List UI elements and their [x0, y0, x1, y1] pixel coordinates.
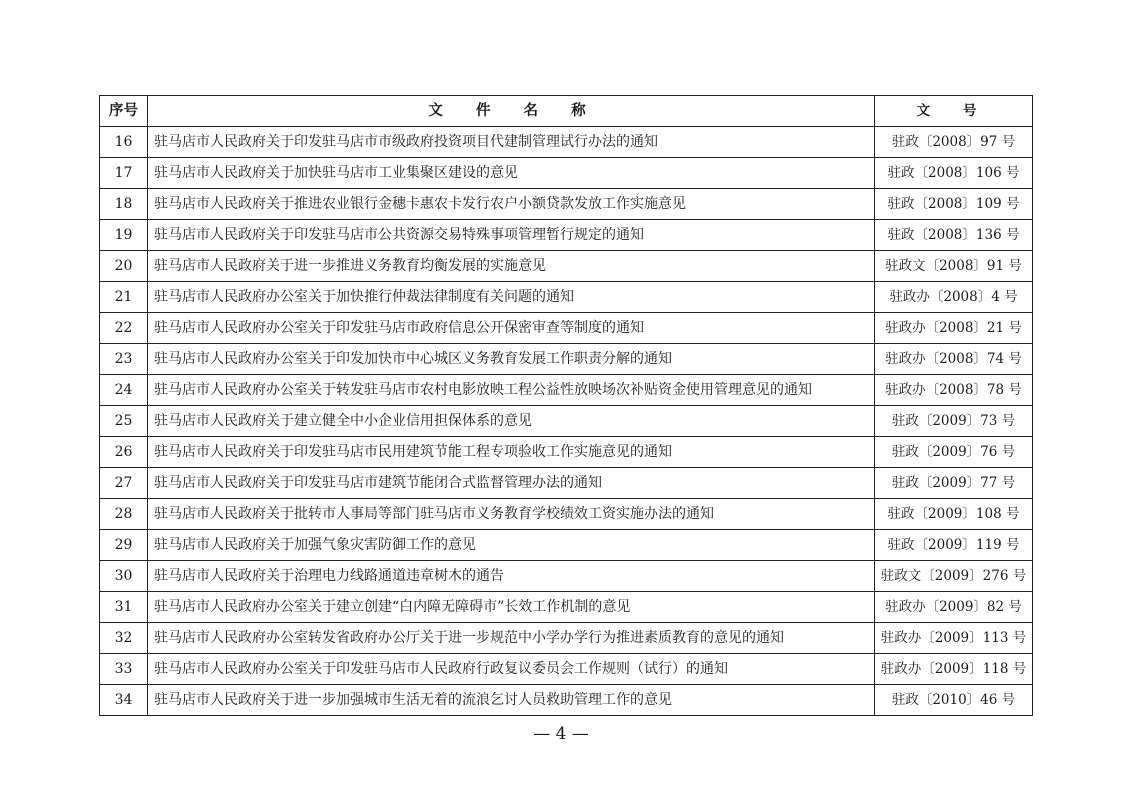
row-document-name: 驻马店市人民政府关于建立健全中小企业信用担保体系的意见 [148, 406, 875, 437]
row-document-number: 驻政〔2008〕106 号 [875, 158, 1033, 189]
row-document-name: 驻马店市人民政府关于加快驻马店市工业集聚区建设的意见 [148, 158, 875, 189]
row-serial-number: 28 [100, 499, 148, 530]
row-document-name: 驻马店市人民政府关于印发驻马店市建筑节能闭合式监督管理办法的通知 [148, 468, 875, 499]
row-document-name: 驻马店市人民政府办公室关于转发驻马店市农村电影放映工程公益性放映场次补贴资金使用管理意见的通知 [148, 375, 875, 406]
row-document-name: 驻马店市人民政府关于进一步加强城市生活无着的流浪乞讨人员救助管理工作的意见 [148, 685, 875, 716]
row-document-name: 驻马店市人民政府办公室关于建立创建“白内障无障碍市”长效工作机制的意见 [148, 592, 875, 623]
row-document-name: 驻马店市人民政府办公室关于加快推行仲裁法律制度有关问题的通知 [148, 282, 875, 313]
row-document-number: 驻政文〔2008〕91 号 [875, 251, 1033, 282]
header-document-number: 文 号 [875, 96, 1033, 127]
row-document-name: 驻马店市人民政府关于印发驻马店市民用建筑节能工程专项验收工作实施意见的通知 [148, 437, 875, 468]
row-serial-number: 23 [100, 344, 148, 375]
row-serial-number: 24 [100, 375, 148, 406]
row-serial-number: 19 [100, 220, 148, 251]
row-serial-number: 17 [100, 158, 148, 189]
row-document-number: 驻政〔2009〕76 号 [875, 437, 1033, 468]
table-row [100, 499, 1033, 530]
table-row [100, 220, 1033, 251]
row-document-number: 驻政办〔2008〕4 号 [875, 282, 1033, 313]
row-document-number: 驻政办〔2008〕21 号 [875, 313, 1033, 344]
row-document-number: 驻政文〔2009〕276 号 [875, 561, 1033, 592]
table-row [100, 375, 1033, 406]
row-serial-number: 21 [100, 282, 148, 313]
table-row [100, 158, 1033, 189]
row-document-name: 驻马店市人民政府关于治理电力线路通道违章树木的通告 [148, 561, 875, 592]
table-row [100, 561, 1033, 592]
row-document-name: 驻马店市人民政府关于印发驻马店市市级政府投资项目代建制管理试行办法的通知 [148, 127, 875, 158]
table-row [100, 251, 1033, 282]
table-row [100, 344, 1033, 375]
header-document-name: 文 件 名 称 [148, 96, 875, 127]
table-header-row [100, 96, 1033, 127]
row-document-number: 驻政〔2009〕108 号 [875, 499, 1033, 530]
row-document-name: 驻马店市人民政府关于加强气象灾害防御工作的意见 [148, 530, 875, 561]
table-row [100, 530, 1033, 561]
table-row [100, 127, 1033, 158]
row-serial-number: 22 [100, 313, 148, 344]
row-serial-number: 25 [100, 406, 148, 437]
table-row [100, 313, 1033, 344]
row-document-name: 驻马店市人民政府关于进一步推进义务教育均衡发展的实施意见 [148, 251, 875, 282]
row-document-name: 驻马店市人民政府关于批转市人事局等部门驻马店市义务教育学校绩效工资实施办法的通知 [148, 499, 875, 530]
row-document-number: 驻政办〔2009〕82 号 [875, 592, 1033, 623]
row-serial-number: 16 [100, 127, 148, 158]
row-document-name: 驻马店市人民政府关于推进农业银行金穗卡惠农卡发行农户小额贷款发放工作实施意见 [148, 189, 875, 220]
row-document-name: 驻马店市人民政府办公室关于印发加快市中心城区义务教育发展工作职责分解的通知 [148, 344, 875, 375]
row-serial-number: 30 [100, 561, 148, 592]
row-document-number: 驻政〔2009〕73 号 [875, 406, 1033, 437]
row-serial-number: 34 [100, 685, 148, 716]
row-document-number: 驻政〔2008〕136 号 [875, 220, 1033, 251]
row-document-number: 驻政办〔2009〕118 号 [875, 654, 1033, 685]
table-row [100, 282, 1033, 313]
row-serial-number: 18 [100, 189, 148, 220]
row-document-name: 驻马店市人民政府办公室关于印发驻马店市人民政府行政复议委员会工作规则（试行）的通知 [148, 654, 875, 685]
row-document-number: 驻政办〔2009〕113 号 [875, 623, 1033, 654]
row-serial-number: 33 [100, 654, 148, 685]
table-row [100, 623, 1033, 654]
table-row [100, 437, 1033, 468]
row-document-name: 驻马店市人民政府关于印发驻马店市公共资源交易特殊事项管理暂行规定的通知 [148, 220, 875, 251]
row-serial-number: 31 [100, 592, 148, 623]
row-serial-number: 29 [100, 530, 148, 561]
table-row [100, 468, 1033, 499]
table-body [100, 127, 1033, 716]
table-row [100, 685, 1033, 716]
row-serial-number: 32 [100, 623, 148, 654]
document-table [99, 95, 1033, 716]
row-serial-number: 27 [100, 468, 148, 499]
row-document-number: 驻政〔2009〕77 号 [875, 468, 1033, 499]
table-row [100, 406, 1033, 437]
table-row [100, 189, 1033, 220]
row-document-number: 驻政〔2008〕97 号 [875, 127, 1033, 158]
table-row [100, 654, 1033, 685]
table-row [100, 592, 1033, 623]
row-document-number: 驻政办〔2008〕74 号 [875, 344, 1033, 375]
row-document-number: 驻政〔2010〕46 号 [875, 685, 1033, 716]
row-document-name: 驻马店市人民政府办公室关于印发驻马店市政府信息公开保密审查等制度的通知 [148, 313, 875, 344]
row-document-number: 驻政〔2009〕119 号 [875, 530, 1033, 561]
page-number: — 4 — [533, 724, 589, 744]
row-serial-number: 26 [100, 437, 148, 468]
header-serial-number: 序号 [100, 96, 148, 127]
row-serial-number: 20 [100, 251, 148, 282]
row-document-number: 驻政办〔2008〕78 号 [875, 375, 1033, 406]
row-document-number: 驻政〔2008〕109 号 [875, 189, 1033, 220]
row-document-name: 驻马店市人民政府办公室转发省政府办公厅关于进一步规范中小学办学行为推进素质教育的意见的通知 [148, 623, 875, 654]
